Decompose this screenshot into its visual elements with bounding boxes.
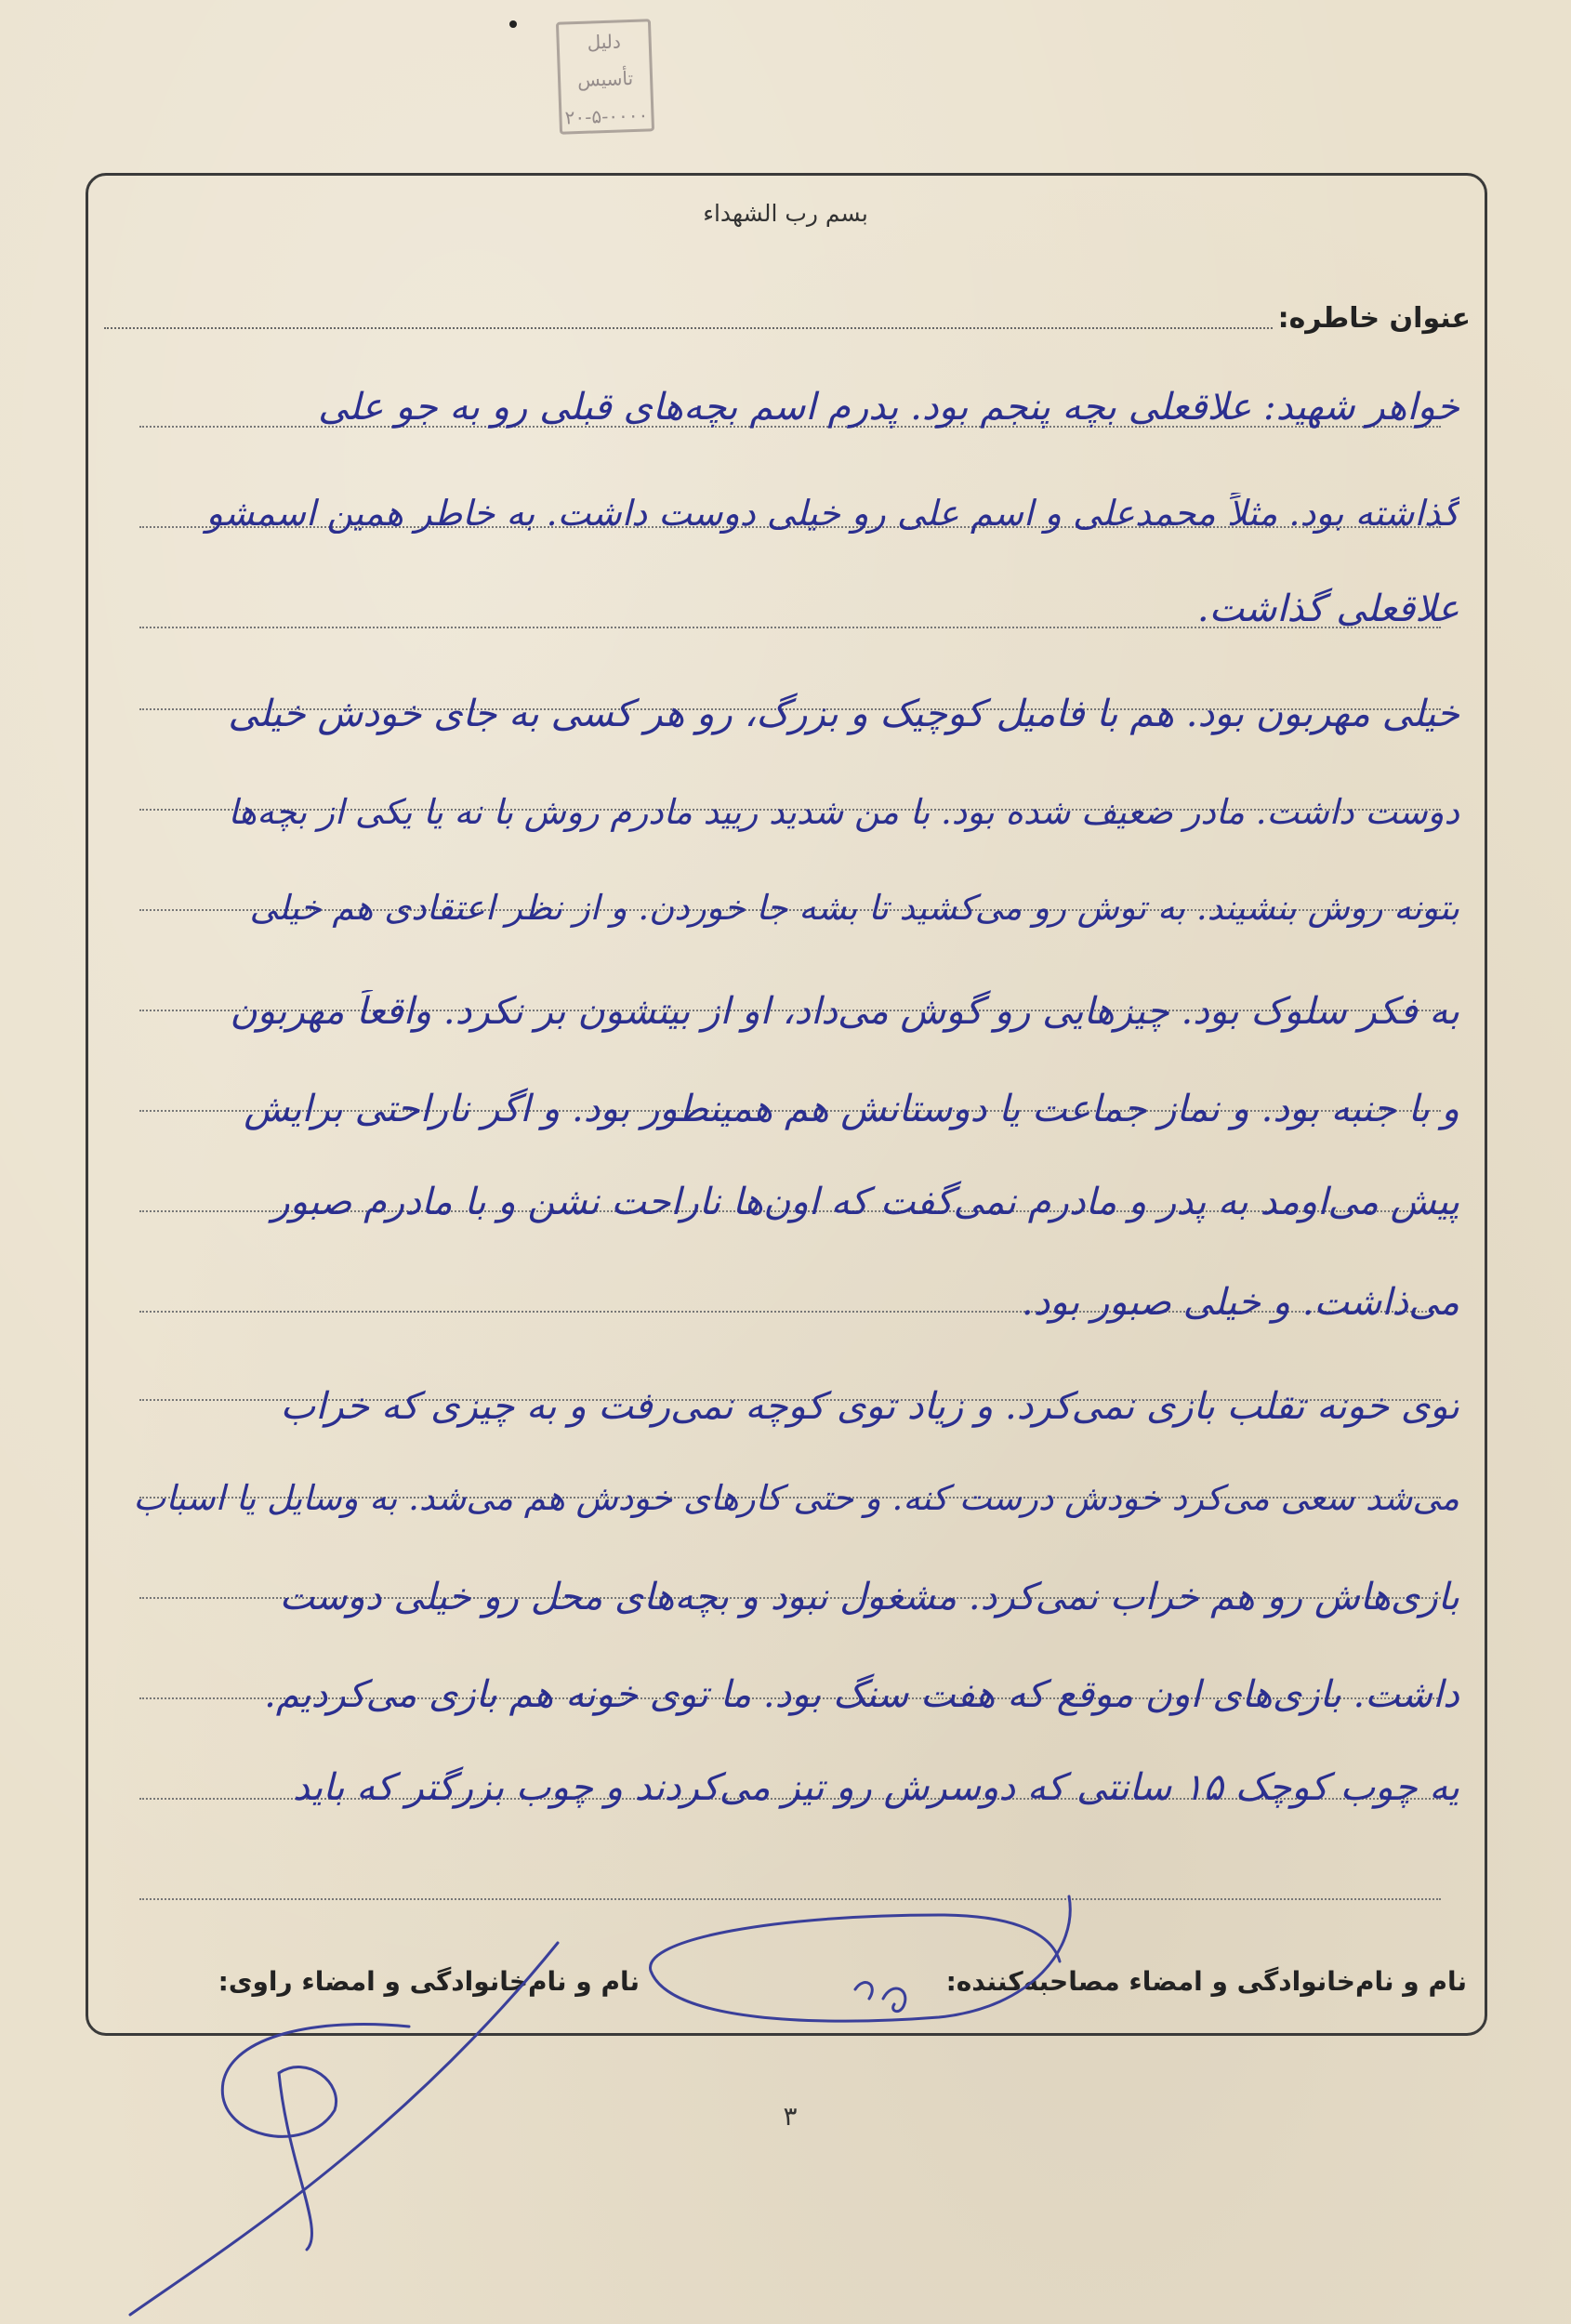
narrator-signature-label: نام و نام‌خانوادگی و امضاء راوی: <box>218 1966 640 1997</box>
interviewer-signature-label: نام و نام‌خانوادگی و امضاء مصاحبه‌کننده: <box>945 1966 1467 1997</box>
narrator-signature <box>130 1943 558 2315</box>
handwritten-line: داشت. بازی‌های اون موقع که هفت سنگ بود. ما توی خونه هم بازی می‌کردیم. <box>264 1673 1459 1716</box>
pen-mark <box>651 1896 1071 2021</box>
handwritten-line: خیلی مهربون بود. هم با فامیل کوچیک و بزرگ، رو هر کسی به جای خودش خیلی <box>228 693 1459 735</box>
handwritten-line: توی خونه تقلب بازی نمی‌کرد. و زیاد توی کوچه نمی‌رفت و به چیزی که خراب <box>280 1385 1459 1428</box>
handwritten-line: بازی‌هاش رو هم خراب نمی‌کرد. مشغول نبود و بچه‌های محل رو خیلی دوست <box>279 1576 1459 1618</box>
handwritten-line: دوست داشت. مادر ضعیف شده بود. با من شدید ریید مادرم روش با نه یا یکی از بچه‌ها <box>228 792 1459 832</box>
handwritten-line: بتونه روش بنشیند. به توش رو می‌کشید تا بشه جا خوردن. و از نظر اعتقادی هم خیلی <box>249 888 1459 928</box>
memory-title-label: عنوان خاطره: <box>1277 302 1471 335</box>
page-number: ۳ <box>783 2101 798 2132</box>
interviewer-signature <box>855 1983 905 2012</box>
basmala-heading: بسم رب الشهداء <box>703 200 868 227</box>
stamp-line-1: دلیل تأسیس <box>576 30 634 92</box>
handwritten-line: گذاشته بود. مثلاً محمدعلی و اسم علی رو خیلی دوست داشت. به خاطر همین اسمشو <box>205 493 1459 534</box>
handwritten-line: به فکر سلوک بود. چیزهایی رو گوش می‌داد، او از بیتشون بر نکرد. واقعاً مهربون <box>230 990 1459 1033</box>
handwritten-line: می‌ذاشت. و خیلی صبور بود. <box>1021 1281 1459 1324</box>
stamp-line-2: ۲۰-۵-۰۰۰۰ <box>564 103 649 129</box>
handwritten-line: و با جنبه بود. و نماز جماعت یا دوستانش هم همینطور بود. و اگر ناراحتی برایش <box>244 1088 1459 1130</box>
handwritten-line: خواهر شهید: علاقعلی بچه پنجم بود. پدرم اسم بچه‌های قبلی رو به جو علی <box>318 386 1459 429</box>
handwritten-line: می‌شد سعی می‌کرد خودش درست کنه. و حتی کارهای خودش هم می‌شد. به وسایل یا اسباب <box>133 1478 1459 1518</box>
handwritten-line: علاقعلی گذاشت. <box>1196 588 1459 630</box>
handwritten-line: یه چوب کوچک ۱۵ سانتی که دوسرش رو تیز می‌کردند و چوب بزرگتر که باید <box>293 1766 1459 1809</box>
handwritten-line: پیش می‌اومد به پدر و مادرم نمی‌گفت که اون‌ها ناراحت نشن و با مادرم صبور <box>271 1181 1459 1223</box>
